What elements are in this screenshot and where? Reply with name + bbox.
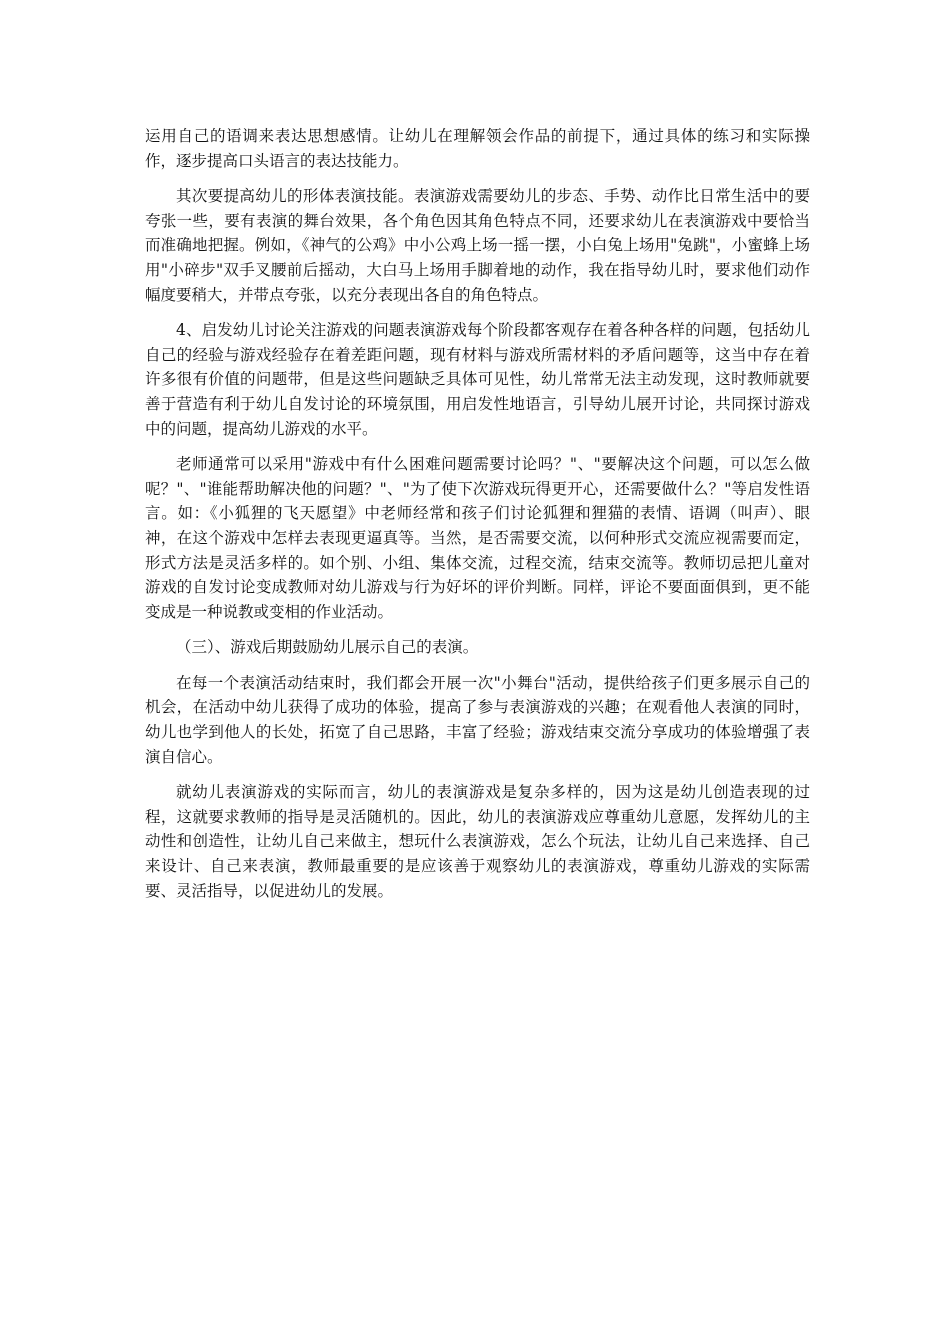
paragraph-body-movement-skills: 其次要提高幼儿的形体表演技能。表演游戏需要幼儿的步态、手势、动作比日常生活中的要夸张一些，要有表演的舞台效果，各个角色因其角色特点不同，还要求幼儿在表演游戏中要恰当而准确地把握。例如，《神气的公鸡》中小公鸡上场一摇一摆，小白兔上场用"兔跳"，小蜜蜂上场用"小碎步"双手叉腰前后摇动，大白马上场用手脚着地的动作，我在指导幼儿时，要求他们动作幅度要稍大，并带点夸张，以充分表现出各自的角色特点。 [145,187,810,304]
paragraph-section-4-discussion: 4、启发幼儿讨论关注游戏的问题表演游戏每个阶段都客观存在着各种各样的问题，包括幼儿自己的经验与游戏经验存在着差距问题，现有材料与游戏所需材料的矛盾问题等，这当中存在着许多很有价值的问题带，但是这些问题缺乏具体可见性，幼儿常常无法主动发现，这时教师就要善于营造有利于幼儿自发讨论的环境氛围，用启发性地语言，引导幼儿展开讨论，共同探讨游戏中的问题，提高幼儿游戏的水平。 [145,321,810,438]
paragraph-conclusion: 就幼儿表演游戏的实际而言，幼儿的表演游戏是复杂多样的，因为这是幼儿创造表现的过程，这就要求教师的指导是灵活随机的。因此，幼儿的表演游戏应尊重幼儿意愿，发挥幼儿的主动性和创造性，让幼儿自己来做主，想玩什么表演游戏，怎么个玩法，让幼儿自己来选择、自己来设计、自己来表演，教师最重要的是应该善于观察幼儿的表演游戏，尊重幼儿游戏的实际需要、灵活指导，以促进幼儿的发展。 [145,783,810,900]
paragraph-small-stage: 在每一个表演活动结束时，我们都会开展一次"小舞台"活动，提供给孩子们更多展示自己的机会，在活动中幼儿获得了成功的体验，提高了参与表演游戏的兴趣；在观看他人表演的同时，幼儿也学到他人的长处，拓宽了自己思路，丰富了经验；游戏结束交流分享成功的体验增强了表演自信心。 [145,673,810,766]
document-body [145,124,810,914]
paragraph-teacher-prompts: 老师通常可以采用"游戏中有什么困难问题需要讨论吗？"、"要解决这个问题，可以怎么做呢？"、"谁能帮助解决他的问题？"、"为了使下次游戏玩得更开心，还需要做什么？"等启发性语言。如：《小狐狸的飞天愿望》中老师经常和孩子们讨论狐狸和狸猫的表情、语调（叫声）、眼神，在这个游戏中怎样去表现更逼真等。当然，是否需要交流，以何种形式交流应视需要而定，形式方法是灵活多样的。如个别、小组、集体交流，过程交流，结束交流等。教师切忌把儿童对游戏的自发讨论变成教师对幼儿游戏与行为好坏的评价判断。同样，评论不要面面俱到，更不能变成是一种说教或变相的作业活动。 [145,455,810,621]
paragraph-continuation: 运用自己的语调来表达思想感情。让幼儿在理解领会作品的前提下，通过具体的练习和实际操作，逐步提高口头语言的表达技能力。 [145,127,810,170]
section-heading-3: （三）、游戏后期鼓励幼儿展示自己的表演。 [176,638,479,657]
